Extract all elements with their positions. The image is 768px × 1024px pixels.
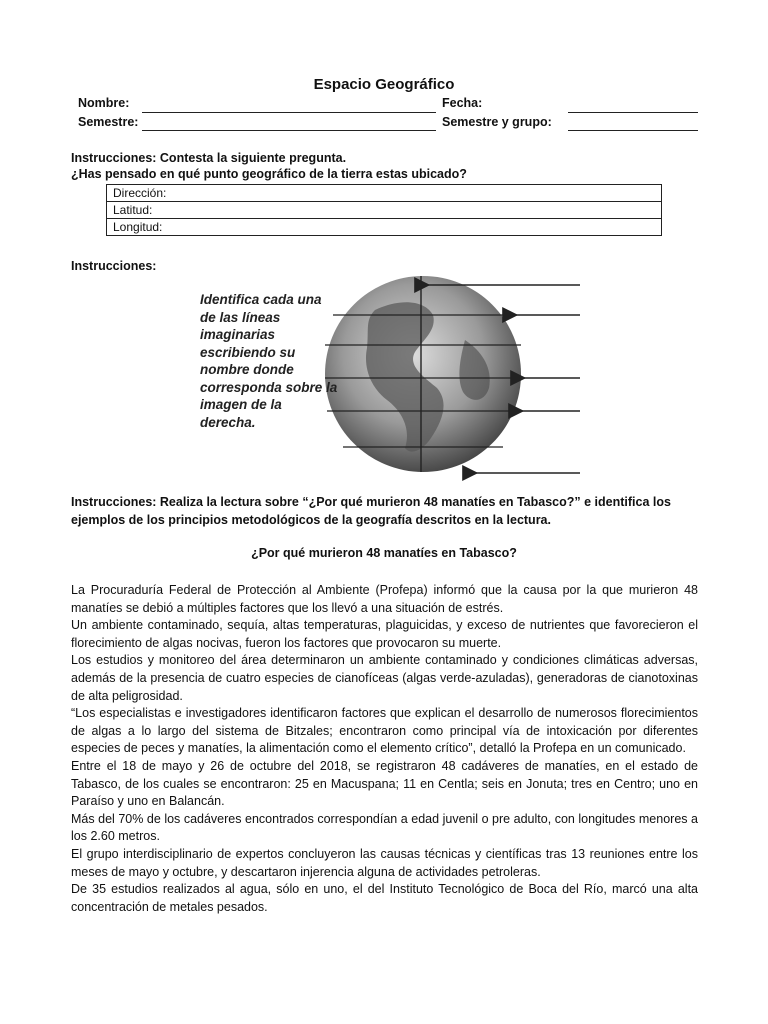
reading-paragraph: Los estudios y monitoreo del área determinaron un ambiente contaminado y condiciones climáticas adversas, además de la presencia de cuatro especies de cianofíceas (algas verde-azuladas), generadoras de cianotoxinas de alta peligrosidad. (71, 653, 698, 703)
semestre-grupo-label: Semestre y grupo: (442, 115, 552, 129)
reading-body (71, 582, 698, 916)
location-row-direccion[interactable]: Dirección: (107, 185, 662, 202)
section1-question: ¿Has pensado en qué punto geográfico de la tierra estas ubicado? (71, 167, 467, 181)
section2-instructions: Instrucciones: (71, 259, 157, 273)
location-row-latitud[interactable]: Latitud: (107, 202, 662, 219)
reading-paragraph: “Los especialistas e investigadores identificaron factores que explican el desarrollo de numerosos florecimientos de algas a lo largo del sistema de Bitzales; encontraron como principal vía de intoxicación por diferentes especies de peces y manatíes, la alimentación como el elemento crítico”, detalló la Profepa en un comunicado. (71, 706, 698, 756)
page-title: Espacio Geográfico (313, 76, 455, 93)
semestre-label: Semestre: (78, 115, 139, 129)
figure-instruction-text: Identifica cada una de las líneas imaginarias escribiendo su nombre donde corresponda sobre la imagen de la derecha. (200, 292, 338, 430)
nombre-field[interactable] (142, 112, 436, 113)
reading-title: ¿Por qué murieron 48 manatíes en Tabasco? (251, 546, 517, 560)
location-table (106, 184, 662, 236)
nombre-label: Nombre: (78, 96, 130, 110)
section1-instructions: Instrucciones: Contesta la siguiente pregunta. (71, 151, 347, 165)
reading-paragraph: La Procuraduría Federal de Protección al Ambiente (Profepa) informó que la causa por la que murieron 48 manatíes se debió a múltiples factores que los llevó a una situación de estrés. (71, 583, 698, 615)
reading-paragraph: Más del 70% de los cadáveres encontrados correspondían a edad juvenil o pre adulto, con longitudes menores a los 2.60 metros. (71, 811, 698, 844)
fecha-field[interactable] (568, 112, 698, 113)
location-row-longitud[interactable]: Longitud: (107, 219, 662, 236)
reading-paragraph: De 35 estudios realizados al agua, sólo en uno, el del Instituto Tecnológico de Boca del Río, marcó una alta concentración de metales pesados. (71, 882, 698, 914)
fecha-label: Fecha: (442, 96, 483, 110)
reading-paragraph: Entre el 18 de mayo y 26 de octubre del 2018, se registraron 48 cadáveres de manatíes, en el estado de Tabasco, de los cuales se encontraron: 25 en Macuspana; 11 en Centla; seis en Jonuta; tres en Centro; uno en Paraíso y uno en Balancán. (71, 758, 698, 809)
reading-paragraph: El grupo interdisciplinario de expertos concluyeron las causas técnicas y científicas tras 13 reuniones entre los meses de mayo y octubre, y descartaron injerencia alguna de actividades petroleras. (71, 846, 698, 879)
semestre-field[interactable] (142, 130, 436, 131)
reading-paragraph: Un ambiente contaminado, sequía, altas temperaturas, plaguicidas, y exceso de nutrientes que favorecieron el florecimiento de algas nocivas, fueron los factores que provocaron su muerte. (71, 618, 698, 650)
section3-instructions: Instrucciones: Realiza la lectura sobre “¿Por qué murieron 48 manatíes en Tabasco?” e identifica los ejemplos de los principios metodológicos de la geografía descritos en la lectura. (71, 495, 671, 527)
semestre-grupo-field[interactable] (568, 130, 698, 131)
